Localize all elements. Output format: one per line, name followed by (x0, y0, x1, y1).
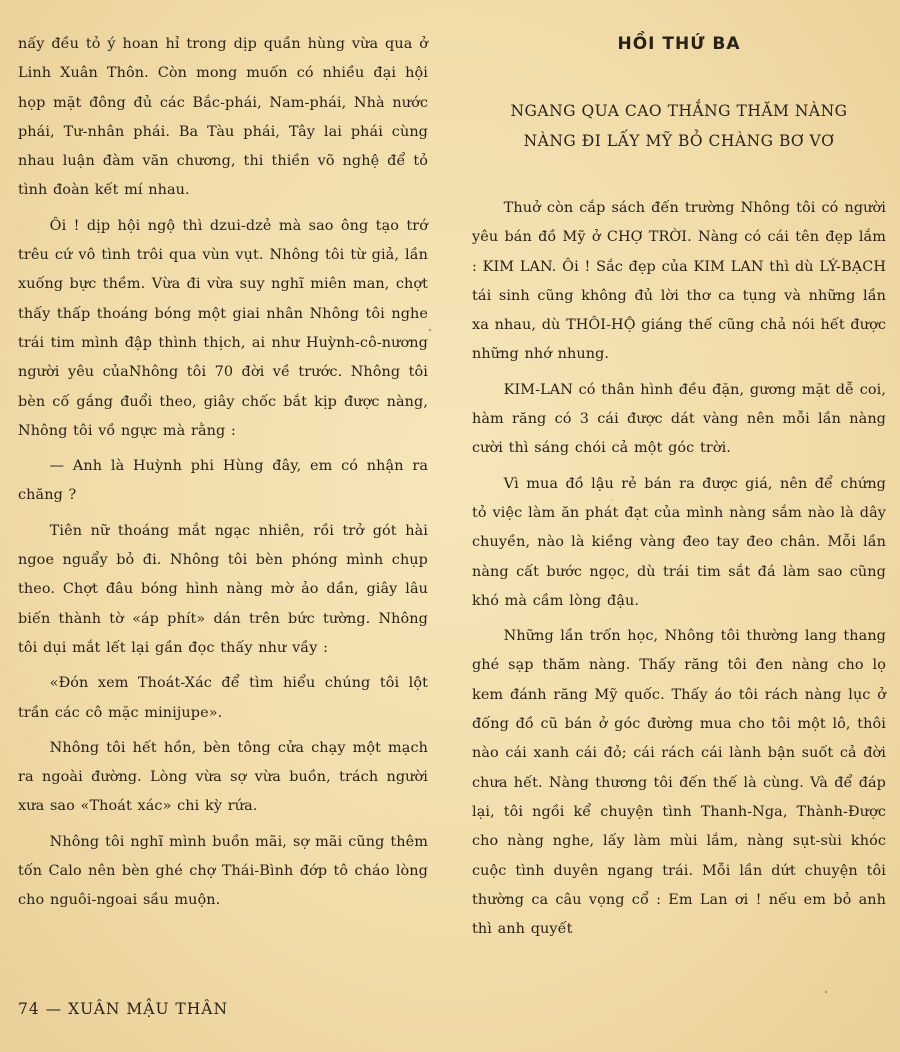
paragraph: Vì mua đồ lậu rẻ bán ra được giá, nên để chứng tỏ việc làm ăn phát đạt của mình nàng sắm nào là dây chuyền, nào là kiềng vàng đeo tay đeo chân. Mỗi lần nàng cất bước ngọc, dù trái tim sắt đá làm sao cũng khó mà cầm lòng đậu. (472, 475, 886, 609)
left-column (18, 0, 428, 916)
paragraph: «Đón xem Thoát-Xác để tìm hiểu chúng tôi lột trần các cô mặc minijupe». (18, 675, 428, 721)
chapter-subtitle-line1: NGANG QUA CAO THẮNG THĂM NÀNG (510, 102, 848, 120)
chapter-title: HỒI THỨ BA (617, 34, 741, 54)
paragraph: nấy đều tỏ ý hoan hỉ trong dịp quần hùng vừa qua ở Linh Xuân Thôn. Còn mong muốn có nhiều đại hội họp mặt đông đủ các Bắc-phái, Nam-phái, Nhà nước phái, Tư-nhân phái. Ba Tàu phái, Tây lai phái cùng nhau luận đàm văn chương, thi thiền võ nghệ để tỏ tình đoàn kết mí nhau. (18, 36, 428, 199)
paragraph: Nhông tôi hết hồn, bèn tông cửa chạy một mạch ra ngoài đường. Lòng vừa sợ vừa buồn, trách người xưa sao «Thoát xác» chi kỳ rứa. (18, 739, 428, 815)
paragraph: — Anh là Huỳnh phi Hùng đây, em có nhận ra chăng ? (18, 458, 428, 504)
paragraph: Những lần trốn học, Nhông tôi thường lang thang ghé sạp thăm nàng. Thấy răng tôi đen nàng cho lọ kem đánh răng Mỹ quốc. Thấy áo tôi rách nàng lục ở đống đồ cũ bán ở góc đường mua cho tôi một lô, thôi nào cái xanh cái đỏ; cái rách cái lành bận suốt cả đời chưa hết. Nàng thương tôi đến thế là cùng. Và để đáp lại, tôi ngồi kể chuyện tình Thanh-Nga, Thành-Được cho nàng nghe, lấy làm mùi lắm, nàng sụt-sùi khóc cuộc tình duyên ngang trái. Mỗi lần dứt chuyện tôi thường ca câu vọng cổ : Em Lan ơi ! nếu em bỏ anh thì anh quyết (472, 628, 886, 938)
paragraph: Thuở còn cắp sách đến trường Nhông tôi có người yêu bán đồ Mỹ ở CHỢ TRỜI. Nàng có cái tên đẹp lắm : KIM LAN. Ôi ! Sắc đẹp của KIM LAN thì dù LÝ-BẠCH tái sinh cũng không đủ lời thơ ca tụng và những lần xa nhau, dù THÔI-HỘ giáng thế cũng chả nói hết được những nhớ nhung. (472, 200, 886, 363)
right-column (472, 0, 886, 944)
paragraph: Nhông tôi nghĩ mình buồn mãi, sợ mãi cũng thêm tốn Calo nên bèn ghé chợ Thái-Bình đớp tô cháo lòng cho nguôi-ngoai sầu muộn. (18, 833, 428, 909)
page-footer: 74 — XUÂN MẬU THÂN (18, 1000, 229, 1018)
paragraph: Tiên nữ thoáng mắt ngạc nhiên, rồi trở gót hài ngoe nguẩy bỏ đi. Nhông tôi bèn phóng mình chụp theo. Chợt đâu bóng hình nàng mờ ảo dần, giây lâu biến thành tờ «áp phít» dán trên bức tường. Nhông tôi dụi mắt lết lại gần đọc thấy như vầy : (18, 522, 428, 656)
paragraph: KIM-LAN có thân hình đều đặn, gương mặt dễ coi, hàm răng có 3 cái được dát vàng nên mỗi lần nàng cười thì sáng chói cả một góc trời. (472, 381, 886, 457)
chapter-subtitle-line2: NÀNG ĐI LẤY MỸ BỎ CHÀNG BƠ VƠ (523, 132, 835, 150)
paragraph: Ôi ! dịp hội ngộ thì dzui-dzẻ mà sao ông tạo trớ trêu cứ vô tình trôi qua vùn vụt. Nhông tôi từ giả, lần xuống bực thềm. Vừa đi vừa suy nghĩ miên man, chợt thấy thấp thoáng bóng một giai nhân Nhông tôi nghe trái tim mình đập thình thịch, ai như Huỳnh-cô-nương người yêu củaNhông tôi 70 đời về trước. Nhông tôi bèn cố gắng đuổi theo, giây chốc bắt kịp được nàng, Nhông tôi vồ ngực mà rằng : (18, 217, 428, 439)
